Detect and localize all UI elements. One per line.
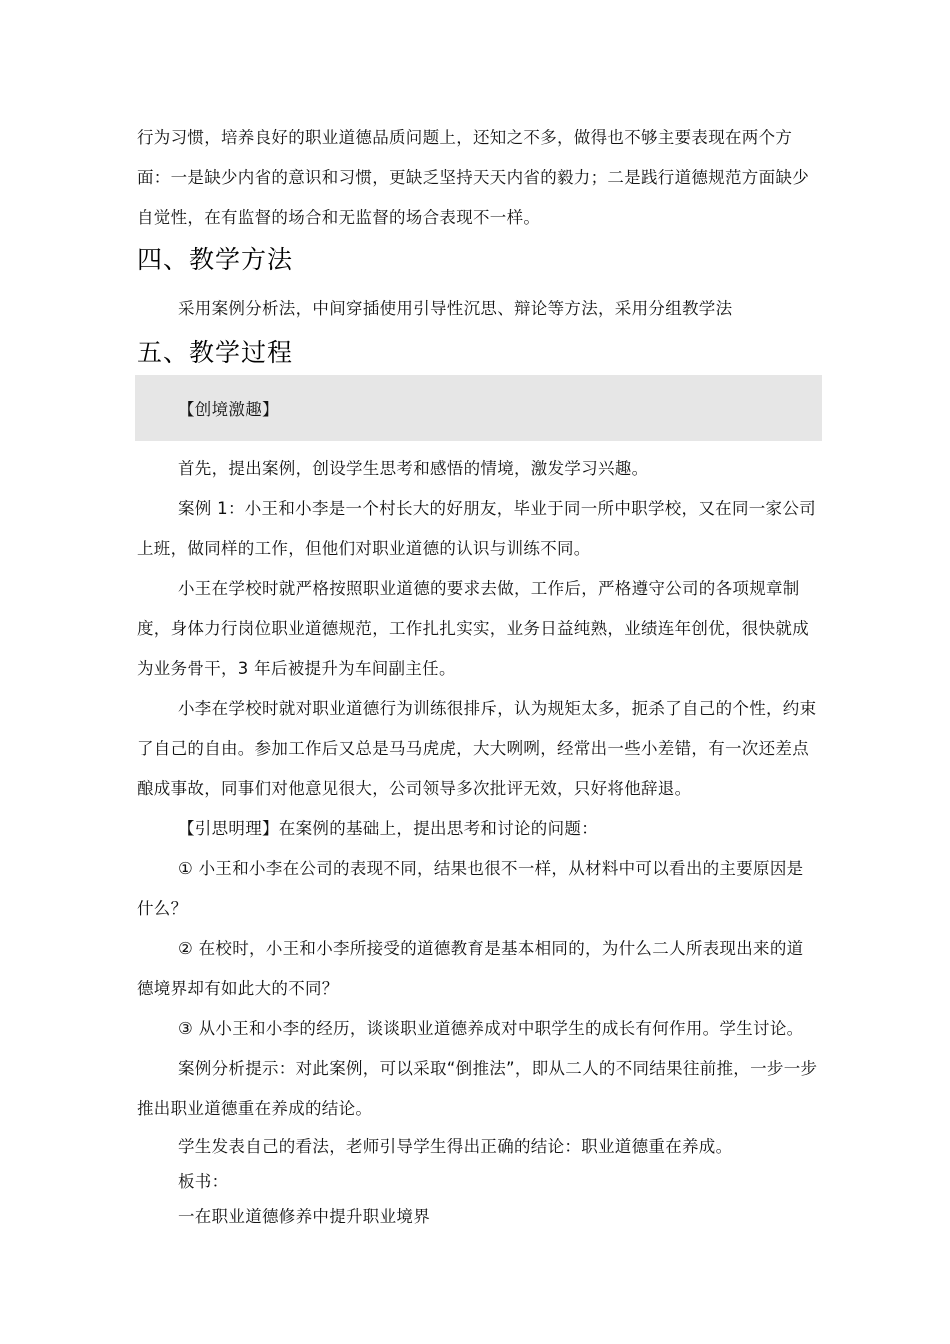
shaded-label: 【创境激趣】 [178, 400, 279, 419]
section-4-heading: 四、教学方法 [137, 245, 294, 274]
paragraph: 案例 1：小王和小李是一个村长大的好朋友，毕业于同一所中职学校，又在同一家公司上班，做同样的工作，但他们对职业道德的认识与训练不同。 [137, 499, 816, 558]
document-body [137, 118, 820, 1235]
paragraph: 一在职业道德修养中提升职业境界 [178, 1207, 430, 1226]
paragraph: 【引思明理】在案例的基础上，提出思考和讨论的问题： [178, 819, 598, 838]
paragraph: 板书： [178, 1172, 229, 1191]
section-5-heading: 五、教学过程 [137, 338, 294, 367]
paragraph-continued: 行为习惯，培养良好的职业道德品质问题上，还知之不多，做得也不够主要表现在两个方面：一是缺少内省的意识和习惯，更缺乏坚持天天内省的毅力；二是践行道德规范方面缺少自觉性，在有监督的场合和无监督的场合表现不一样。 [137, 128, 809, 227]
section-4-body: 采用案例分析法，中间穿插使用引导性沉思、辩论等方法，采用分组教学法 [178, 299, 733, 318]
paragraph: 首先，提出案例，创设学生思考和感悟的情境，激发学习兴趣。 [178, 459, 649, 478]
question-item: ① 小王和小李在公司的表现不同，结果也很不一样，从材料中可以看出的主要原因是什么？ [137, 859, 804, 918]
paragraph: 小李在学校时就对职业道德行为训练很排斥，认为规矩太多，扼杀了自己的个性，约束了自己的自由。参加工作后又总是马马虎虎，大大咧咧，经常出一些小差错，有一次还差点酿成事故，同事们对他意见很大，公司领导多次批评无效，只好将他辞退。 [137, 699, 817, 798]
paragraph: 小王在学校时就严格按照职业道德的要求去做，工作后，严格遵守公司的各项规章制度，身体力行岗位职业道德规范，工作扎扎实实，业务日益纯熟，业绩连年创优，很快就成为业务骨干，3 年后被提升为车间副主任。 [137, 579, 809, 678]
question-item: ③ 从小王和小李的经历，谈谈职业道德养成对中职学生的成长有何作用。学生讨论。 [178, 1019, 804, 1038]
question-item: ② 在校时，小王和小李所接受的道德教育是基本相同的，为什么二人所表现出来的道德境界却有如此大的不同？ [137, 939, 804, 998]
paragraph: 案例分析提示：对此案例，可以采取“倒推法”，即从二人的不同结果往前推，一步一步推出职业道德重在养成的结论。 [137, 1059, 818, 1118]
paragraph: 学生发表自己的看法，老师引导学生得出正确的结论：职业道德重在养成。 [178, 1137, 733, 1156]
shaded-label-block [135, 375, 822, 441]
